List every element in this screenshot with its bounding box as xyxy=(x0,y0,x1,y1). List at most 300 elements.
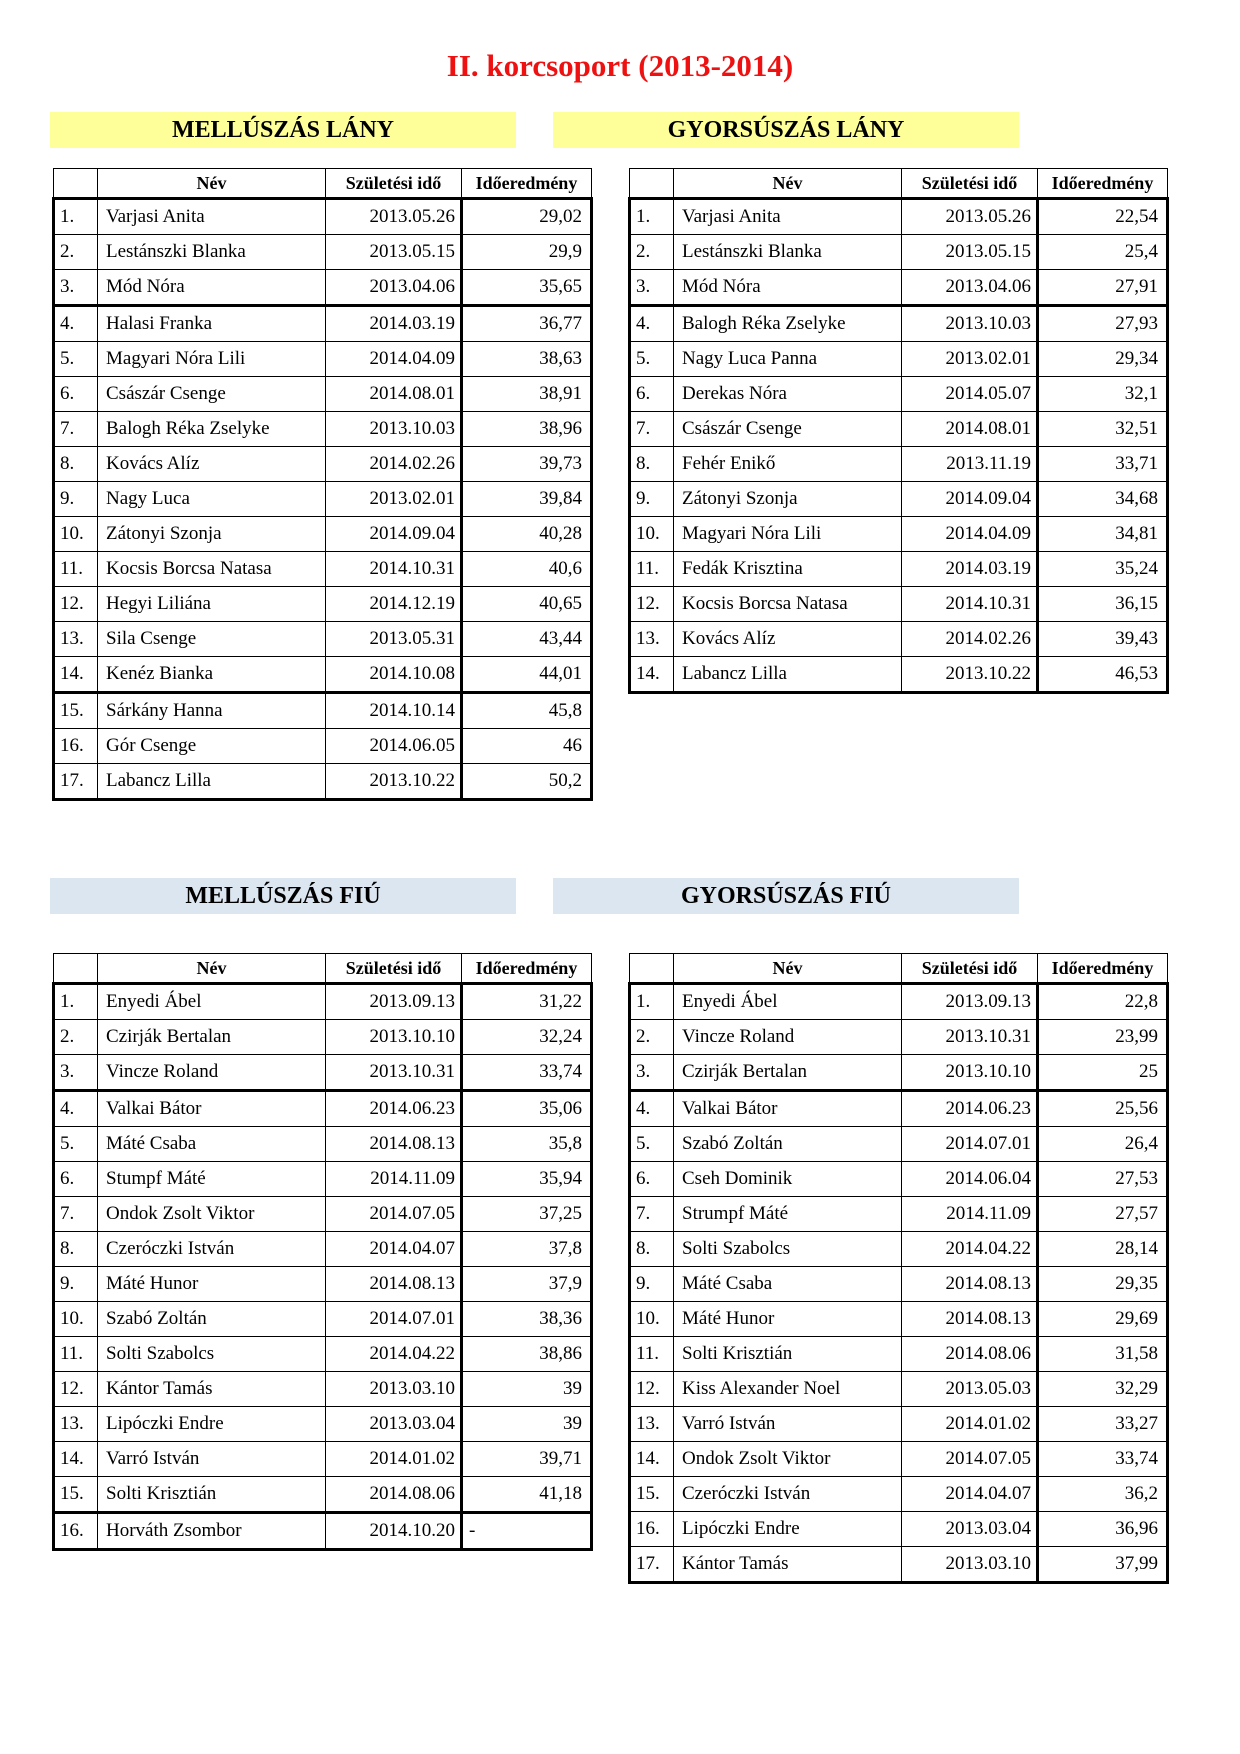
birth-cell: 2014.02.26 xyxy=(326,447,462,482)
birth-cell: 2014.08.13 xyxy=(902,1267,1038,1302)
name-cell: Czeróczki István xyxy=(98,1232,326,1267)
time-cell: 36,2 xyxy=(1038,1477,1168,1512)
birth-cell: 2013.04.06 xyxy=(326,270,462,306)
table-row xyxy=(630,1232,1168,1267)
table-row xyxy=(54,1513,592,1550)
time-cell: 35,94 xyxy=(462,1162,592,1197)
table-row xyxy=(630,1127,1168,1162)
rank-cell: 7. xyxy=(630,1197,674,1232)
table-row xyxy=(54,1197,592,1232)
birth-cell: 2014.12.19 xyxy=(326,587,462,622)
table-row xyxy=(630,1162,1168,1197)
name-cell: Szabó Zoltán xyxy=(98,1302,326,1337)
time-cell: 29,9 xyxy=(462,235,592,270)
rank-cell: 5. xyxy=(630,1127,674,1162)
time-cell: 35,24 xyxy=(1038,552,1168,587)
rank-cell: 16. xyxy=(54,1513,98,1550)
time-cell: 25 xyxy=(1038,1055,1168,1091)
birth-cell: 2014.06.23 xyxy=(902,1091,1038,1127)
name-cell: Solti Krisztián xyxy=(98,1477,326,1513)
birth-cell: 2013.09.13 xyxy=(326,984,462,1020)
birth-cell: 2013.03.10 xyxy=(902,1547,1038,1583)
name-cell: Máté Hunor xyxy=(98,1267,326,1302)
name-cell: Máté Csaba xyxy=(674,1267,902,1302)
time-cell: 44,01 xyxy=(462,657,592,693)
time-cell: 34,81 xyxy=(1038,517,1168,552)
rank-cell: 13. xyxy=(54,1407,98,1442)
rank-cell: 11. xyxy=(630,552,674,587)
time-cell: 29,02 xyxy=(462,199,592,235)
birth-cell: 2014.06.04 xyxy=(902,1162,1038,1197)
section-header-freestyle-girls: GYORSÚSZÁS LÁNY xyxy=(553,112,1019,148)
birth-cell: 2014.11.09 xyxy=(902,1197,1038,1232)
rank-cell: 6. xyxy=(630,1162,674,1197)
birth-cell: 2013.10.03 xyxy=(326,412,462,447)
time-cell: 38,96 xyxy=(462,412,592,447)
birth-cell: 2014.10.14 xyxy=(326,693,462,729)
birth-cell: 2013.04.06 xyxy=(902,270,1038,306)
name-cell: Lestánszki Blanka xyxy=(98,235,326,270)
name-cell: Czirják Bertalan xyxy=(674,1055,902,1091)
table-row xyxy=(630,1337,1168,1372)
rank-cell: 10. xyxy=(54,1302,98,1337)
corner-cell xyxy=(54,169,98,199)
time-cell: 36,96 xyxy=(1038,1512,1168,1547)
table-row xyxy=(630,517,1168,552)
rank-cell: 8. xyxy=(54,1232,98,1267)
birth-cell: 2013.10.22 xyxy=(326,764,462,800)
rank-cell: 14. xyxy=(630,1442,674,1477)
time-cell: 35,65 xyxy=(462,270,592,306)
rank-cell: 14. xyxy=(54,657,98,693)
table-row xyxy=(630,270,1168,306)
name-cell: Ondok Zsolt Viktor xyxy=(674,1442,902,1477)
table-row xyxy=(630,622,1168,657)
time-cell: 36,15 xyxy=(1038,587,1168,622)
birth-cell: 2013.10.31 xyxy=(902,1020,1038,1055)
table-row xyxy=(630,1407,1168,1442)
time-cell: 39,84 xyxy=(462,482,592,517)
birth-cell: 2014.01.02 xyxy=(902,1407,1038,1442)
birth-cell: 2013.03.04 xyxy=(902,1512,1038,1547)
table-row xyxy=(54,1127,592,1162)
table-row xyxy=(630,447,1168,482)
rank-cell: 10. xyxy=(630,517,674,552)
rank-cell: 8. xyxy=(630,1232,674,1267)
name-cell: Valkai Bátor xyxy=(674,1091,902,1127)
rank-cell: 13. xyxy=(630,622,674,657)
rank-cell: 10. xyxy=(54,517,98,552)
rank-cell: 3. xyxy=(630,270,674,306)
birth-cell: 2014.07.05 xyxy=(326,1197,462,1232)
rank-cell: 4. xyxy=(54,306,98,342)
section-header-breaststroke-girls: MELLÚSZÁS LÁNY xyxy=(50,112,516,148)
table-row xyxy=(630,377,1168,412)
table-row xyxy=(54,552,592,587)
birth-cell: 2013.05.26 xyxy=(326,199,462,235)
name-cell: Kiss Alexander Noel xyxy=(674,1372,902,1407)
rank-cell: 2. xyxy=(630,1020,674,1055)
rank-cell: 17. xyxy=(630,1547,674,1583)
corner-cell xyxy=(630,954,674,984)
birth-cell: 2014.10.31 xyxy=(326,552,462,587)
time-cell: 40,65 xyxy=(462,587,592,622)
time-cell: 26,4 xyxy=(1038,1127,1168,1162)
time-cell: 33,27 xyxy=(1038,1407,1168,1442)
column-header-birth: Születési idő xyxy=(902,954,1038,984)
column-header-time: Időeredmény xyxy=(462,169,592,199)
rank-cell: 1. xyxy=(630,199,674,235)
table-row xyxy=(630,1547,1168,1583)
time-cell: 22,54 xyxy=(1038,199,1168,235)
rank-cell: 6. xyxy=(630,377,674,412)
birth-cell: 2014.05.07 xyxy=(902,377,1038,412)
time-cell: 27,91 xyxy=(1038,270,1168,306)
name-cell: Cseh Dominik xyxy=(674,1162,902,1197)
time-cell: 28,14 xyxy=(1038,1232,1168,1267)
name-cell: Nagy Luca xyxy=(98,482,326,517)
name-cell: Sárkány Hanna xyxy=(98,693,326,729)
name-cell: Halasi Franka xyxy=(98,306,326,342)
column-header-name: Név xyxy=(674,169,902,199)
rank-cell: 13. xyxy=(630,1407,674,1442)
table-row xyxy=(54,1337,592,1372)
birth-cell: 2013.05.26 xyxy=(902,199,1038,235)
name-cell: Solti Krisztián xyxy=(674,1337,902,1372)
table-row xyxy=(54,657,592,693)
rank-cell: 8. xyxy=(630,447,674,482)
name-cell: Strumpf Máté xyxy=(674,1197,902,1232)
table-row xyxy=(54,235,592,270)
time-cell: 32,1 xyxy=(1038,377,1168,412)
time-cell: 38,91 xyxy=(462,377,592,412)
time-cell: 23,99 xyxy=(1038,1020,1168,1055)
time-cell: 37,8 xyxy=(462,1232,592,1267)
birth-cell: 2014.04.22 xyxy=(326,1337,462,1372)
time-cell: 40,28 xyxy=(462,517,592,552)
time-cell: 38,86 xyxy=(462,1337,592,1372)
table-row xyxy=(630,235,1168,270)
birth-cell: 2013.05.15 xyxy=(902,235,1038,270)
birth-cell: 2014.10.20 xyxy=(326,1513,462,1550)
name-cell: Kocsis Borcsa Natasa xyxy=(98,552,326,587)
name-cell: Hegyi Liliána xyxy=(98,587,326,622)
table-row xyxy=(54,447,592,482)
birth-cell: 2014.06.23 xyxy=(326,1091,462,1127)
rank-cell: 3. xyxy=(54,270,98,306)
table-row xyxy=(54,270,592,306)
name-cell: Balogh Réka Zselyke xyxy=(98,412,326,447)
table-row xyxy=(630,1267,1168,1302)
name-cell: Varjasi Anita xyxy=(98,199,326,235)
column-header-name: Név xyxy=(98,954,326,984)
rank-cell: 12. xyxy=(630,587,674,622)
column-header-birth: Születési idő xyxy=(902,169,1038,199)
name-cell: Lipóczki Endre xyxy=(674,1512,902,1547)
name-cell: Zátonyi Szonja xyxy=(674,482,902,517)
name-cell: Vincze Roland xyxy=(674,1020,902,1055)
birth-cell: 2013.10.31 xyxy=(326,1055,462,1091)
rank-cell: 4. xyxy=(630,306,674,342)
table-row xyxy=(54,1372,592,1407)
results-table-breaststroke-girls xyxy=(52,168,593,801)
time-cell: 39,71 xyxy=(462,1442,592,1477)
table-row xyxy=(630,1442,1168,1477)
birth-cell: 2014.06.05 xyxy=(326,729,462,764)
time-cell: 29,34 xyxy=(1038,342,1168,377)
time-cell: - xyxy=(462,1513,592,1550)
rank-cell: 2. xyxy=(54,1020,98,1055)
name-cell: Sila Csenge xyxy=(98,622,326,657)
birth-cell: 2014.07.01 xyxy=(326,1302,462,1337)
name-cell: Máté Csaba xyxy=(98,1127,326,1162)
name-cell: Magyari Nóra Lili xyxy=(98,342,326,377)
results-table-freestyle-boys xyxy=(628,953,1169,1584)
rank-cell: 2. xyxy=(630,235,674,270)
birth-cell: 2013.05.31 xyxy=(326,622,462,657)
table-row xyxy=(54,1407,592,1442)
birth-cell: 2014.09.04 xyxy=(902,482,1038,517)
name-cell: Valkai Bátor xyxy=(98,1091,326,1127)
time-cell: 33,74 xyxy=(462,1055,592,1091)
table-row xyxy=(54,1162,592,1197)
time-cell: 50,2 xyxy=(462,764,592,800)
table-row xyxy=(54,693,592,729)
rank-cell: 9. xyxy=(54,482,98,517)
name-cell: Kocsis Borcsa Natasa xyxy=(674,587,902,622)
rank-cell: 6. xyxy=(54,377,98,412)
rank-cell: 6. xyxy=(54,1162,98,1197)
table-row xyxy=(54,1442,592,1477)
rank-cell: 5. xyxy=(630,342,674,377)
table-row xyxy=(630,1197,1168,1232)
table-row xyxy=(54,1477,592,1513)
name-cell: Enyedi Ábel xyxy=(674,984,902,1020)
time-cell: 46 xyxy=(462,729,592,764)
time-cell: 27,53 xyxy=(1038,1162,1168,1197)
time-cell: 39 xyxy=(462,1372,592,1407)
birth-cell: 2013.05.03 xyxy=(902,1372,1038,1407)
name-cell: Császár Csenge xyxy=(98,377,326,412)
table-row xyxy=(54,1091,592,1127)
birth-cell: 2013.10.10 xyxy=(902,1055,1038,1091)
name-cell: Máté Hunor xyxy=(674,1302,902,1337)
name-cell: Zátonyi Szonja xyxy=(98,517,326,552)
name-cell: Labancz Lilla xyxy=(98,764,326,800)
page-title: II. korcsoport (2013-2014) xyxy=(446,48,794,83)
table-row xyxy=(54,622,592,657)
name-cell: Czeróczki István xyxy=(674,1477,902,1512)
time-cell: 46,53 xyxy=(1038,657,1168,693)
rank-cell: 10. xyxy=(630,1302,674,1337)
section-header-breaststroke-boys: MELLÚSZÁS FIÚ xyxy=(50,878,516,914)
rank-cell: 4. xyxy=(630,1091,674,1127)
rank-cell: 7. xyxy=(54,1197,98,1232)
table-row xyxy=(630,199,1168,235)
table-row xyxy=(54,1055,592,1091)
time-cell: 37,9 xyxy=(462,1267,592,1302)
time-cell: 32,51 xyxy=(1038,412,1168,447)
column-header-time: Időeredmény xyxy=(1038,954,1168,984)
table-row xyxy=(630,984,1168,1020)
table-row xyxy=(54,342,592,377)
time-cell: 32,29 xyxy=(1038,1372,1168,1407)
table-row xyxy=(630,482,1168,517)
birth-cell: 2013.05.15 xyxy=(326,235,462,270)
rank-cell: 14. xyxy=(54,1442,98,1477)
birth-cell: 2014.10.31 xyxy=(902,587,1038,622)
rank-cell: 9. xyxy=(630,482,674,517)
time-cell: 32,24 xyxy=(462,1020,592,1055)
table-row xyxy=(630,1512,1168,1547)
name-cell: Nagy Luca Panna xyxy=(674,342,902,377)
rank-cell: 12. xyxy=(630,1372,674,1407)
table-row xyxy=(54,306,592,342)
birth-cell: 2014.07.01 xyxy=(902,1127,1038,1162)
rank-cell: 12. xyxy=(54,587,98,622)
name-cell: Császár Csenge xyxy=(674,412,902,447)
table-row xyxy=(630,552,1168,587)
table-row xyxy=(54,587,592,622)
birth-cell: 2014.01.02 xyxy=(326,1442,462,1477)
rank-cell: 16. xyxy=(630,1512,674,1547)
birth-cell: 2013.10.10 xyxy=(326,1020,462,1055)
birth-cell: 2014.03.19 xyxy=(902,552,1038,587)
rank-cell: 13. xyxy=(54,622,98,657)
name-cell: Fehér Enikő xyxy=(674,447,902,482)
birth-cell: 2013.02.01 xyxy=(326,482,462,517)
rank-cell: 3. xyxy=(630,1055,674,1091)
birth-cell: 2013.11.19 xyxy=(902,447,1038,482)
birth-cell: 2013.09.13 xyxy=(902,984,1038,1020)
time-cell: 33,74 xyxy=(1038,1442,1168,1477)
rank-cell: 5. xyxy=(54,1127,98,1162)
name-cell: Mód Nóra xyxy=(98,270,326,306)
table-header xyxy=(54,954,592,984)
table-row xyxy=(54,1232,592,1267)
rank-cell: 3. xyxy=(54,1055,98,1091)
table-row xyxy=(54,729,592,764)
rank-cell: 11. xyxy=(54,1337,98,1372)
name-cell: Solti Szabolcs xyxy=(98,1337,326,1372)
table-row xyxy=(630,342,1168,377)
rank-cell: 8. xyxy=(54,447,98,482)
rank-cell: 5. xyxy=(54,342,98,377)
corner-cell xyxy=(54,954,98,984)
time-cell: 35,06 xyxy=(462,1091,592,1127)
time-cell: 36,77 xyxy=(462,306,592,342)
name-cell: Ondok Zsolt Viktor xyxy=(98,1197,326,1232)
rank-cell: 2. xyxy=(54,235,98,270)
table-row xyxy=(54,412,592,447)
name-cell: Szabó Zoltán xyxy=(674,1127,902,1162)
time-cell: 29,69 xyxy=(1038,1302,1168,1337)
birth-cell: 2014.02.26 xyxy=(902,622,1038,657)
time-cell: 33,71 xyxy=(1038,447,1168,482)
time-cell: 39 xyxy=(462,1407,592,1442)
results-table-breaststroke-boys xyxy=(52,953,593,1551)
table-row xyxy=(630,1477,1168,1512)
name-cell: Kovács Alíz xyxy=(98,447,326,482)
time-cell: 37,25 xyxy=(462,1197,592,1232)
birth-cell: 2014.10.08 xyxy=(326,657,462,693)
birth-cell: 2014.08.06 xyxy=(902,1337,1038,1372)
time-cell: 40,6 xyxy=(462,552,592,587)
birth-cell: 2014.08.01 xyxy=(326,377,462,412)
birth-cell: 2013.10.03 xyxy=(902,306,1038,342)
time-cell: 25,56 xyxy=(1038,1091,1168,1127)
name-cell: Varró István xyxy=(674,1407,902,1442)
name-cell: Magyari Nóra Lili xyxy=(674,517,902,552)
birth-cell: 2014.03.19 xyxy=(326,306,462,342)
table-row xyxy=(54,764,592,800)
table-row xyxy=(630,1020,1168,1055)
birth-cell: 2014.04.09 xyxy=(326,342,462,377)
birth-cell: 2013.03.10 xyxy=(326,1372,462,1407)
table-row xyxy=(630,1302,1168,1337)
rank-cell: 16. xyxy=(54,729,98,764)
name-cell: Fedák Krisztina xyxy=(674,552,902,587)
name-cell: Stumpf Máté xyxy=(98,1162,326,1197)
time-cell: 27,93 xyxy=(1038,306,1168,342)
name-cell: Labancz Lilla xyxy=(674,657,902,693)
time-cell: 31,58 xyxy=(1038,1337,1168,1372)
rank-cell: 15. xyxy=(54,1477,98,1513)
rank-cell: 15. xyxy=(630,1477,674,1512)
rank-cell: 1. xyxy=(54,984,98,1020)
birth-cell: 2013.03.04 xyxy=(326,1407,462,1442)
birth-cell: 2014.08.13 xyxy=(326,1127,462,1162)
rank-cell: 4. xyxy=(54,1091,98,1127)
birth-cell: 2014.08.13 xyxy=(326,1267,462,1302)
section-header-freestyle-boys: GYORSÚSZÁS FIÚ xyxy=(553,878,1019,914)
table-header xyxy=(630,954,1168,984)
corner-cell xyxy=(630,169,674,199)
rank-cell: 9. xyxy=(630,1267,674,1302)
name-cell: Solti Szabolcs xyxy=(674,1232,902,1267)
rank-cell: 11. xyxy=(54,552,98,587)
birth-cell: 2014.04.22 xyxy=(902,1232,1038,1267)
table-row xyxy=(54,984,592,1020)
name-cell: Balogh Réka Zselyke xyxy=(674,306,902,342)
birth-cell: 2013.10.22 xyxy=(902,657,1038,693)
table-header xyxy=(630,169,1168,199)
name-cell: Czirják Bertalan xyxy=(98,1020,326,1055)
birth-cell: 2014.08.01 xyxy=(902,412,1038,447)
birth-cell: 2014.04.07 xyxy=(902,1477,1038,1512)
birth-cell: 2014.09.04 xyxy=(326,517,462,552)
name-cell: Varjasi Anita xyxy=(674,199,902,235)
birth-cell: 2014.04.07 xyxy=(326,1232,462,1267)
name-cell: Derekas Nóra xyxy=(674,377,902,412)
time-cell: 31,22 xyxy=(462,984,592,1020)
birth-cell: 2014.08.06 xyxy=(326,1477,462,1513)
name-cell: Varró István xyxy=(98,1442,326,1477)
time-cell: 29,35 xyxy=(1038,1267,1168,1302)
table-row xyxy=(630,412,1168,447)
table-row xyxy=(630,1372,1168,1407)
name-cell: Lipóczki Endre xyxy=(98,1407,326,1442)
time-cell: 35,8 xyxy=(462,1127,592,1162)
name-cell: Mód Nóra xyxy=(674,270,902,306)
column-header-name: Név xyxy=(674,954,902,984)
table-row xyxy=(54,482,592,517)
birth-cell: 2014.11.09 xyxy=(326,1162,462,1197)
time-cell: 39,43 xyxy=(1038,622,1168,657)
name-cell: Lestánszki Blanka xyxy=(674,235,902,270)
table-row xyxy=(630,657,1168,693)
table-row xyxy=(54,1302,592,1337)
